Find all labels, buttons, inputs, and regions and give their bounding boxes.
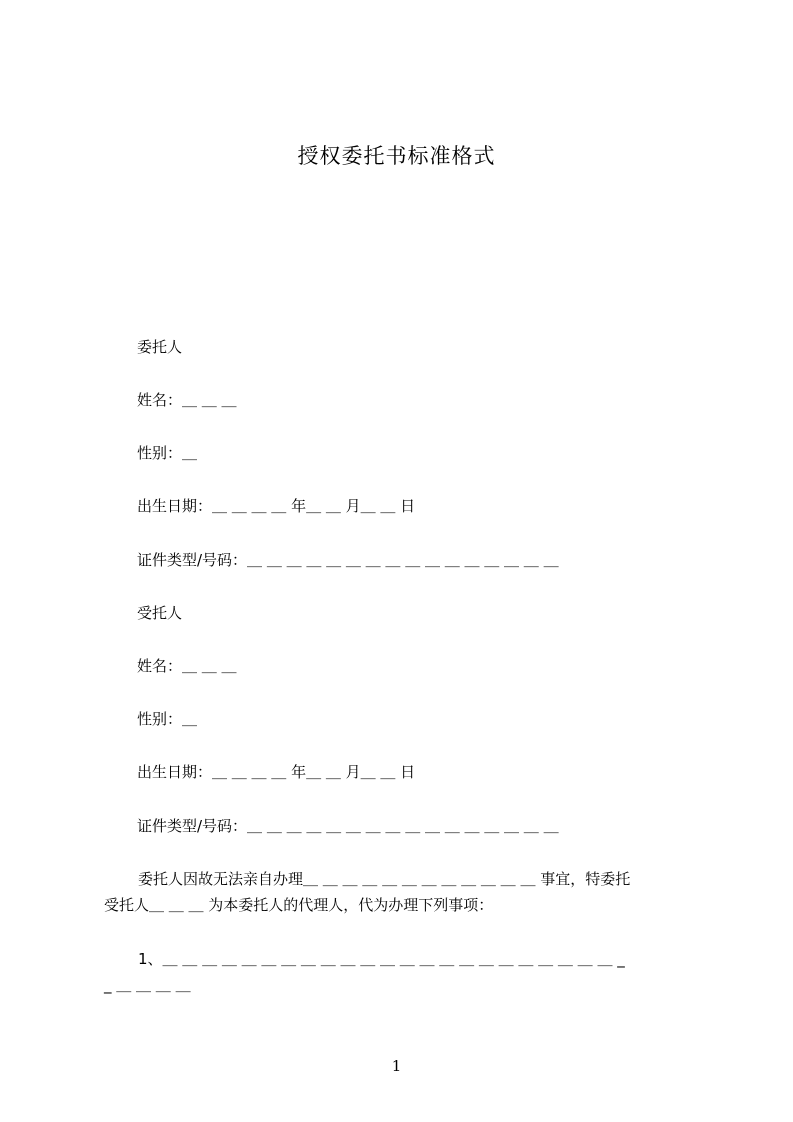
entrust-paragraph-line: 受托人＿ ＿ ＿ 为本委托人的代理人，代为办理下列事项：	[104, 896, 494, 914]
agent-name-field: 姓名：＿ ＿ ＿	[137, 657, 237, 675]
agent-id-field: 证件类型/号码：＿ ＿ ＿ ＿ ＿ ＿ ＿ ＿ ＿ ＿ ＿ ＿ ＿ ＿ ＿ ＿	[137, 817, 559, 835]
principal-heading: 委托人	[137, 338, 183, 356]
document-title: 授权委托书标准格式	[297, 144, 496, 168]
entrust-paragraph	[104, 869, 704, 915]
page-number: 1	[391, 1057, 402, 1075]
entrust-paragraph-line: 委托人因故无法亲自办理＿ ＿ ＿ ＿ ＿ ＿ ＿ ＿ ＿ ＿ ＿ ＿ 事宜，特委托	[138, 870, 631, 888]
agent-heading: 受托人	[137, 604, 183, 622]
principal-gender-field: 性别：＿	[137, 444, 198, 462]
item-1-paragraph	[104, 949, 704, 995]
item-1-line: _ ＿ ＿ ＿ ＿	[104, 976, 191, 994]
agent-gender-field: 性别：＿	[137, 710, 198, 728]
agent-birthdate-field: 出生日期：＿ ＿ ＿ ＿ 年＿ ＿ 月＿ ＿ 日	[137, 763, 416, 781]
principal-id-field: 证件类型/号码：＿ ＿ ＿ ＿ ＿ ＿ ＿ ＿ ＿ ＿ ＿ ＿ ＿ ＿ ＿ ＿	[137, 551, 559, 569]
item-1-line: 1、＿ ＿ ＿ ＿ ＿ ＿ ＿ ＿ ＿ ＿ ＿ ＿ ＿ ＿ ＿ ＿ ＿ ＿ ＿ ＿ ＿ ＿ ＿ _	[138, 950, 625, 968]
principal-name-field: 姓名：＿ ＿ ＿	[137, 391, 237, 409]
principal-birthdate-field: 出生日期：＿ ＿ ＿ ＿ 年＿ ＿ 月＿ ＿ 日	[137, 497, 416, 515]
